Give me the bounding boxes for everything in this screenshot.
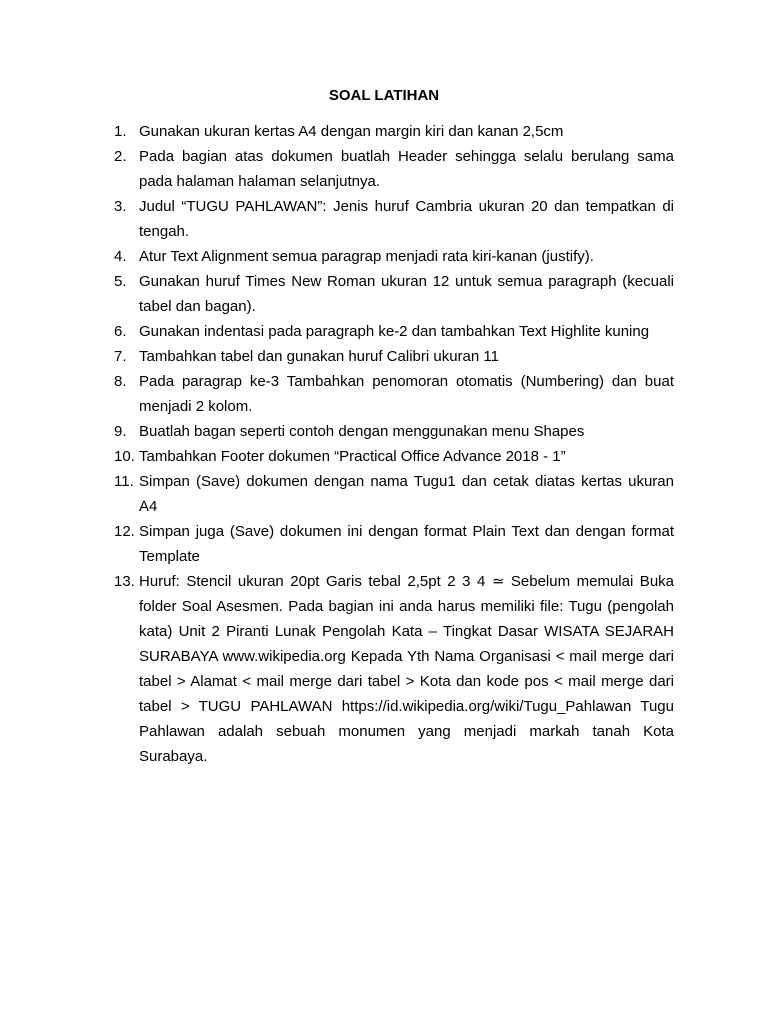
list-item	[114, 419, 674, 444]
list-item	[114, 444, 674, 469]
list-item	[114, 369, 674, 419]
list-item-text: Gunakan huruf Times New Roman ukuran 12 untuk semua paragraph (kecuali tabel dan bagan).	[139, 273, 674, 315]
list-item	[114, 519, 674, 569]
list-item-number: 3.	[114, 198, 127, 215]
list-item-number: 5.	[114, 273, 127, 290]
list-item	[114, 144, 674, 194]
list-item-text: Huruf: Stencil ukuran 20pt Garis tebal 2,5pt 2 3 4 ≃ Sebelum memulai Buka folder Soal Asesmen. Pada bagian ini anda harus memiliki file: Tugu (pengolah kata) Unit 2 Piranti Lunak Pengolah Kata – Tingkat Dasar WISATA SEJARAH SURABAYA www.wikipedia.org Kepada Yth Nama Organisasi < mail merge dari tabel > Alamat < mail merge dari tabel > Kota dan kode pos < mail merge dari tabel > TUGU PAHLAWAN https://id.wikipedia.org/wiki/Tugu_Pahlawan Tugu Pahlawan adalah sebuah monumen yang menjadi markah tanah Kota Surabaya.	[139, 573, 674, 765]
list-item-text: Pada paragrap ke-3 Tambahkan penomoran otomatis (Numbering) dan buat menjadi 2 kolom.	[139, 373, 674, 415]
list-item	[114, 569, 674, 769]
list-item-text: Atur Text Alignment semua paragrap menjadi rata kiri-kanan (justify).	[139, 248, 594, 265]
list-item-number: 11.	[114, 473, 134, 490]
list-item-number: 8.	[114, 373, 127, 390]
list-item-number: 9.	[114, 423, 127, 440]
list-item	[114, 319, 674, 344]
list-item	[114, 269, 674, 319]
list-item-text: Gunakan indentasi pada paragraph ke-2 dan tambahkan Text Highlite kuning	[139, 323, 650, 340]
list-item-number: 7.	[114, 348, 127, 365]
list-item-text: Tambahkan Footer dokumen “Practical Office Advance 2018 - 1”	[139, 448, 566, 465]
list-item-number: 12.	[114, 523, 135, 540]
list-item-text: Gunakan ukuran kertas A4 dengan margin kiri dan kanan 2,5cm	[139, 123, 564, 140]
list-item	[114, 344, 674, 369]
list-item	[114, 119, 674, 144]
list-item-text: Tambahkan tabel dan gunakan huruf Calibri ukuran 11	[139, 348, 499, 365]
list-item-text: Judul “TUGU PAHLAWAN”: Jenis huruf Cambria ukuran 20 dan tempatkan di tengah.	[139, 198, 674, 240]
list-item	[114, 244, 674, 269]
list-item-text: Pada bagian atas dokumen buatlah Header sehingga selalu berulang sama pada halaman halaman selanjutnya.	[139, 148, 674, 190]
list-item-number: 6.	[114, 323, 127, 340]
list-item	[114, 469, 674, 519]
list-item	[114, 194, 674, 244]
list-item-number: 10.	[114, 448, 135, 465]
list-item-number: 2.	[114, 148, 127, 165]
list-item-number: 4.	[114, 248, 127, 265]
list-item-number: 13.	[114, 573, 135, 590]
list-item-number: 1.	[114, 123, 127, 140]
list-item-text: Simpan juga (Save) dokumen ini dengan format Plain Text dan dengan format Template	[139, 523, 674, 565]
list-item-text: Buatlah bagan seperti contoh dengan menggunakan menu Shapes	[139, 423, 585, 440]
list-item-text: Simpan (Save) dokumen dengan nama Tugu1 dan cetak diatas kertas ukuran A4	[139, 473, 674, 515]
exercise-list	[114, 119, 674, 769]
document-title: SOAL LATIHAN	[328, 87, 440, 104]
